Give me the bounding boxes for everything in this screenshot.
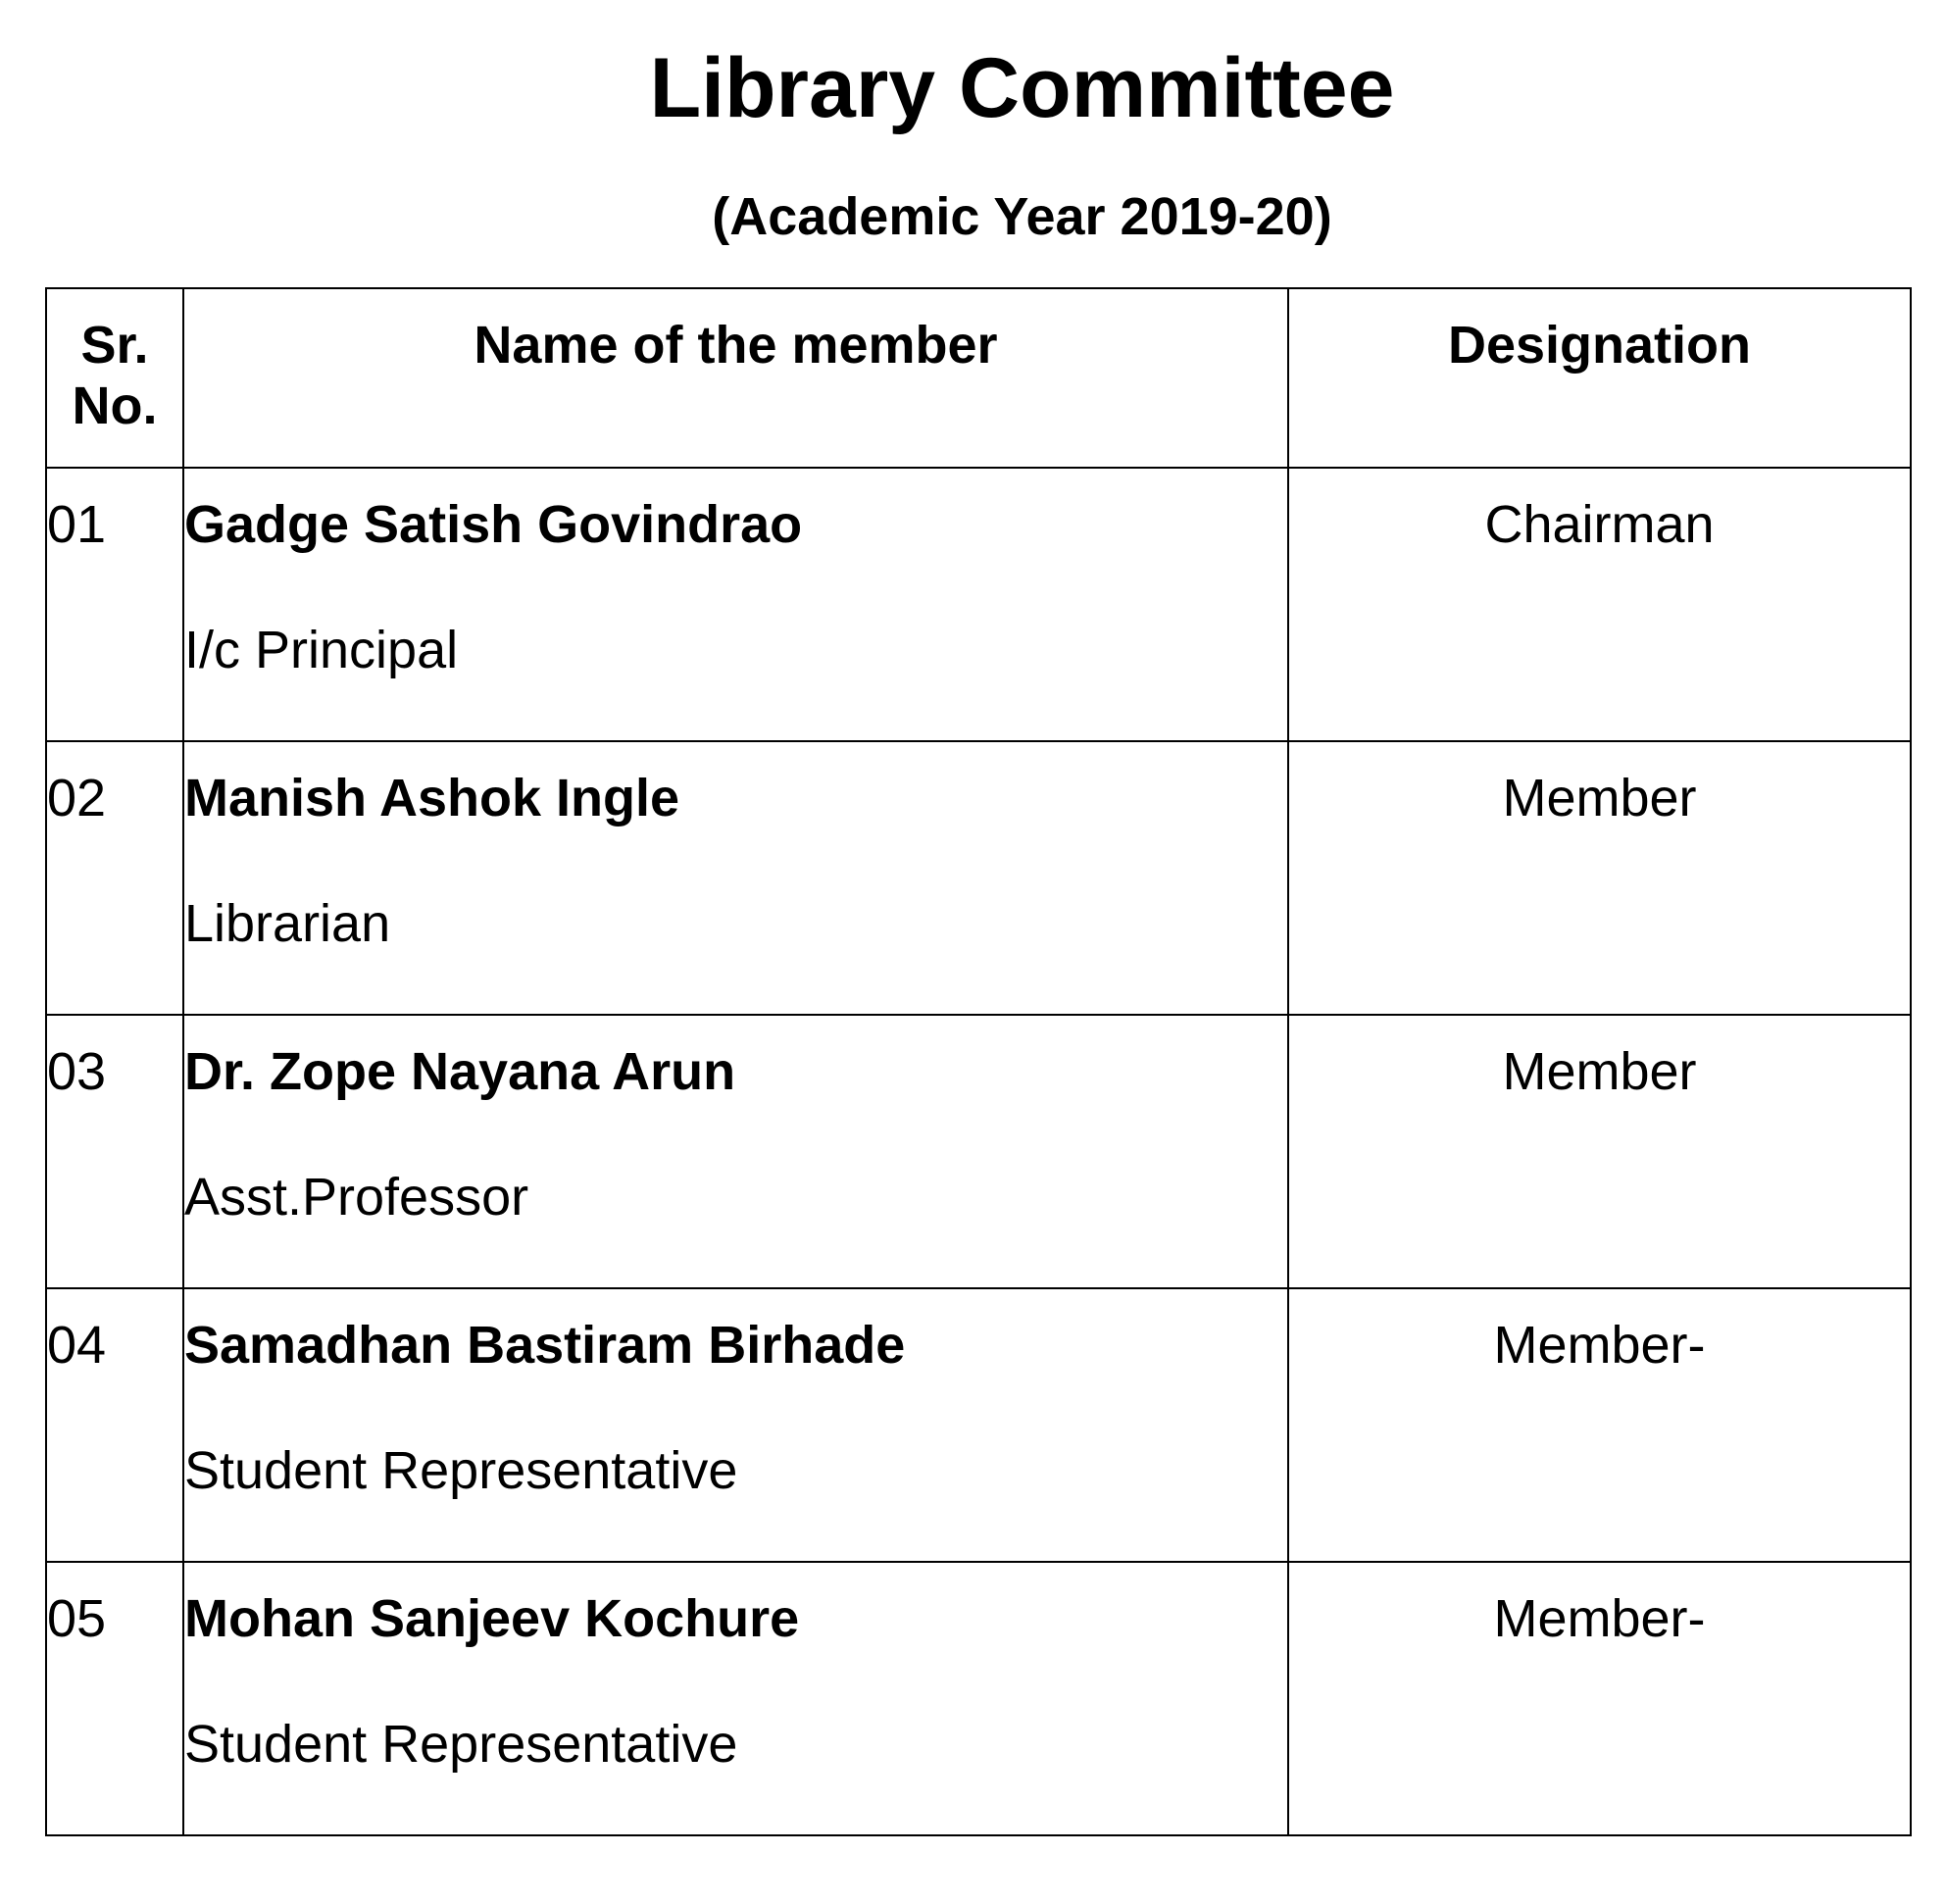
- table-row: [46, 1015, 1911, 1288]
- member-role: Librarian: [184, 894, 391, 953]
- header-sr-no: [46, 288, 183, 468]
- committee-table: [45, 287, 1912, 1836]
- header-row: [46, 288, 1911, 468]
- table-body: [46, 468, 1911, 1835]
- member-cell: [183, 1015, 1288, 1288]
- table-header: [46, 288, 1911, 468]
- member-cell: [183, 468, 1288, 741]
- member-name: Samadhan Bastiram Birhade: [184, 1316, 906, 1375]
- member-cell: [183, 1288, 1288, 1562]
- sr-no-cell: 03: [46, 1015, 183, 1288]
- table-row: [46, 1562, 1911, 1835]
- member-role: Student Representative: [184, 1715, 738, 1774]
- header-sr-line2: No.: [72, 376, 158, 435]
- page-subtitle: (Academic Year 2019-20): [712, 187, 1332, 246]
- sr-no-cell: 02: [46, 741, 183, 1015]
- member-name: Dr. Zope Nayana Arun: [184, 1042, 736, 1101]
- sr-no-cell: 04: [46, 1288, 183, 1562]
- header-sr-line1: Sr.: [80, 316, 149, 375]
- table-row: [46, 741, 1911, 1015]
- table-row: [46, 1288, 1911, 1562]
- header-member-name: Name of the member: [183, 288, 1288, 468]
- member-cell: [183, 741, 1288, 1015]
- member-role: Student Representative: [184, 1441, 738, 1500]
- designation-cell: Member-: [1288, 1562, 1911, 1835]
- member-role: Asst.Professor: [184, 1168, 529, 1227]
- member-name: Mohan Sanjeev Kochure: [184, 1589, 800, 1648]
- designation-cell: Member: [1288, 741, 1911, 1015]
- designation-cell: Chairman: [1288, 468, 1911, 741]
- member-name: Gadge Satish Govindrao: [184, 495, 803, 554]
- table-row: [46, 468, 1911, 741]
- page-title: Library Committee: [649, 41, 1395, 135]
- sr-no-cell: 01: [46, 468, 183, 741]
- member-name: Manish Ashok Ingle: [184, 769, 680, 827]
- member-role: I/c Principal: [184, 621, 459, 679]
- member-cell: [183, 1562, 1288, 1835]
- header-designation: Designation: [1288, 288, 1911, 468]
- designation-cell: Member: [1288, 1015, 1911, 1288]
- sr-no-cell: 05: [46, 1562, 183, 1835]
- designation-cell: Member-: [1288, 1288, 1911, 1562]
